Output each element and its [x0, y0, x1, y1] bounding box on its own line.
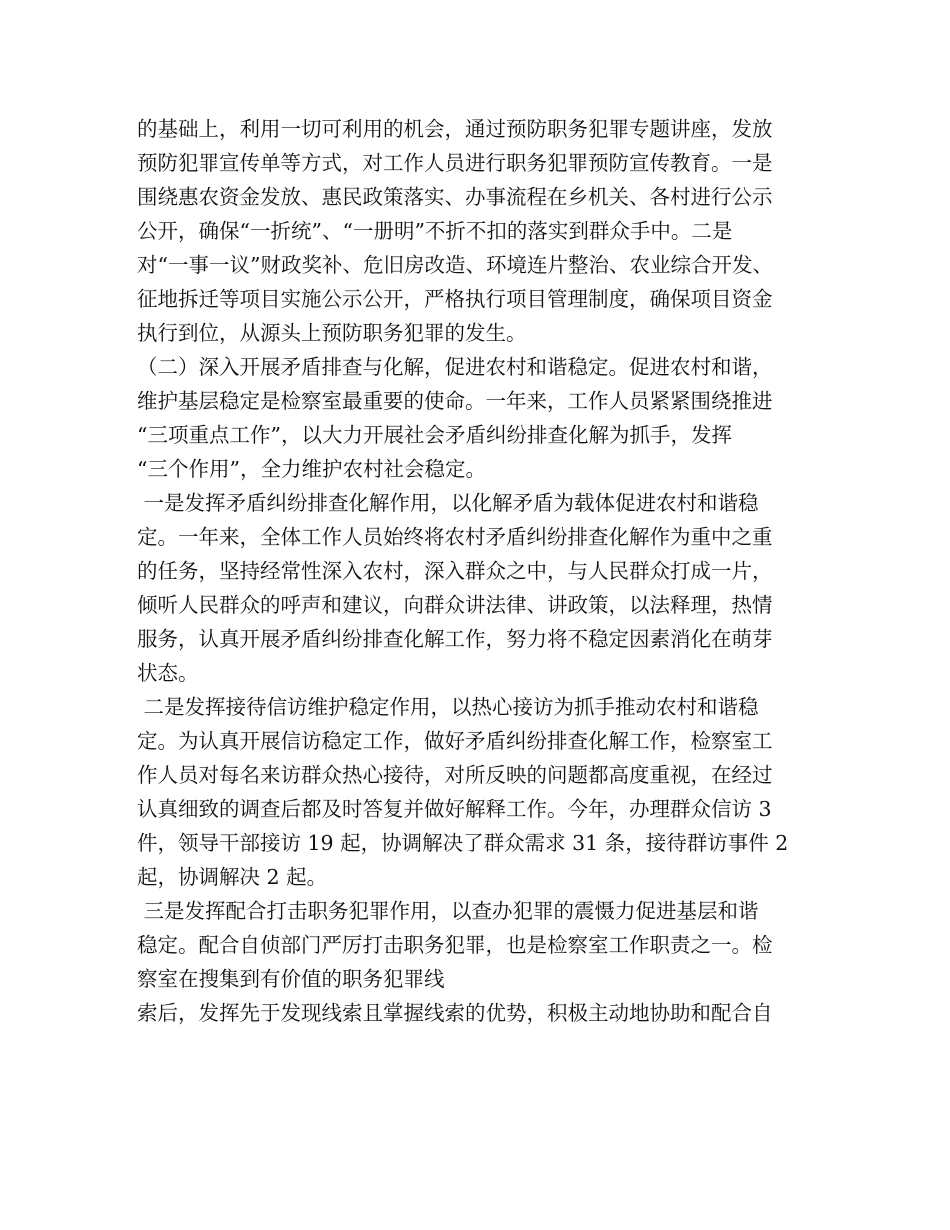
text-line-17: 状态。: [137, 661, 199, 685]
text-line-10: “三项重点工作”，以大力开展社会矛盾纠纷排查化解为抓手，发挥: [137, 423, 732, 447]
text-line-21: 认真细致的调查后都及时答复并做好解释工作。今年，办理群众信访 3: [137, 797, 772, 821]
text-line-19: 定。为认真开展信访稳定工作，做好矛盾纠纷排查化解工作，检察室工: [137, 729, 773, 753]
text-line-27: 索后，发挥先于发现线索且掌握线索的优势，积极主动地协助和配合自: [137, 1001, 773, 1025]
text-line-7: 执行到位，从源头上预防职务犯罪的发生。: [137, 321, 527, 345]
text-line-26: 察室在搜集到有价值的职务犯罪线: [137, 967, 445, 991]
text-line-16: 服务，认真开展矛盾纠纷排查化解工作，努力将不稳定因素消化在萌芽: [137, 627, 773, 651]
text-line-23: 起，协调解决 2 起。: [137, 865, 328, 889]
text-line-9: 维护基层稳定是检察室最重要的使命。一年来，工作人员紧紧围绕推进: [137, 389, 773, 413]
text-line-1: 的基础上，利用一切可利用的机会，通过预防职务犯罪专题讲座，发放: [137, 117, 773, 141]
text-line-22: 件，领导干部接访 19 起，协调解决了群众需求 31 条，接待群访事件 2: [137, 831, 789, 855]
text-line-20: 作人员对每名来访群众热心接待，对所反映的问题都高度重视，在经过: [137, 763, 773, 787]
text-line-2: 预防犯罪宣传单等方式，对工作人员进行职务犯罪预防宣传教育。一是: [137, 151, 773, 175]
text-line-25: 稳定。配合自侦部门严厉打击职务犯罪，也是检察室工作职责之一。检: [137, 933, 773, 957]
text-line-3: 围绕惠农资金发放、惠民政策落实、办事流程在乡机关、各村进行公示: [137, 185, 773, 209]
text-line-14: 的任务，坚持经常性深入农村，深入群众之中，与人民群众打成一片，: [137, 559, 773, 583]
text-line-11: “三个作用”，全力维护农村社会稳定。: [137, 457, 486, 481]
text-line-4: 公开，确保“一折统”、“一册明”不折不扣的落实到群众手中。二是: [137, 219, 733, 243]
text-line-5: 对“一事一议”财政奖补、危旧房改造、环境连片整治、农业综合开发、: [137, 253, 773, 277]
text-line-15: 倾听人民群众的呼声和建议，向群众讲法律、讲政策，以法释理，热情: [137, 593, 773, 617]
text-line-8: （二）深入开展矛盾排查与化解，促进农村和谐稳定。促进农村和谐，: [137, 355, 773, 379]
text-line-24: 三是发挥配合打击职务犯罪作用，以查办犯罪的震慑力促进基层和谐: [137, 899, 759, 923]
text-line-6: 征地拆迁等项目实施公示公开，严格执行项目管理制度，确保项目资金: [137, 287, 773, 311]
text-line-18: 二是发挥接待信访维护稳定作用，以热心接访为抓手推动农村和谐稳: [137, 695, 759, 719]
text-line-12: 一是发挥矛盾纠纷排查化解作用，以化解矛盾为载体促进农村和谐稳: [137, 491, 759, 515]
text-line-13: 定。一年来，全体工作人员始终将农村矛盾纠纷排查化解作为重中之重: [137, 525, 773, 549]
